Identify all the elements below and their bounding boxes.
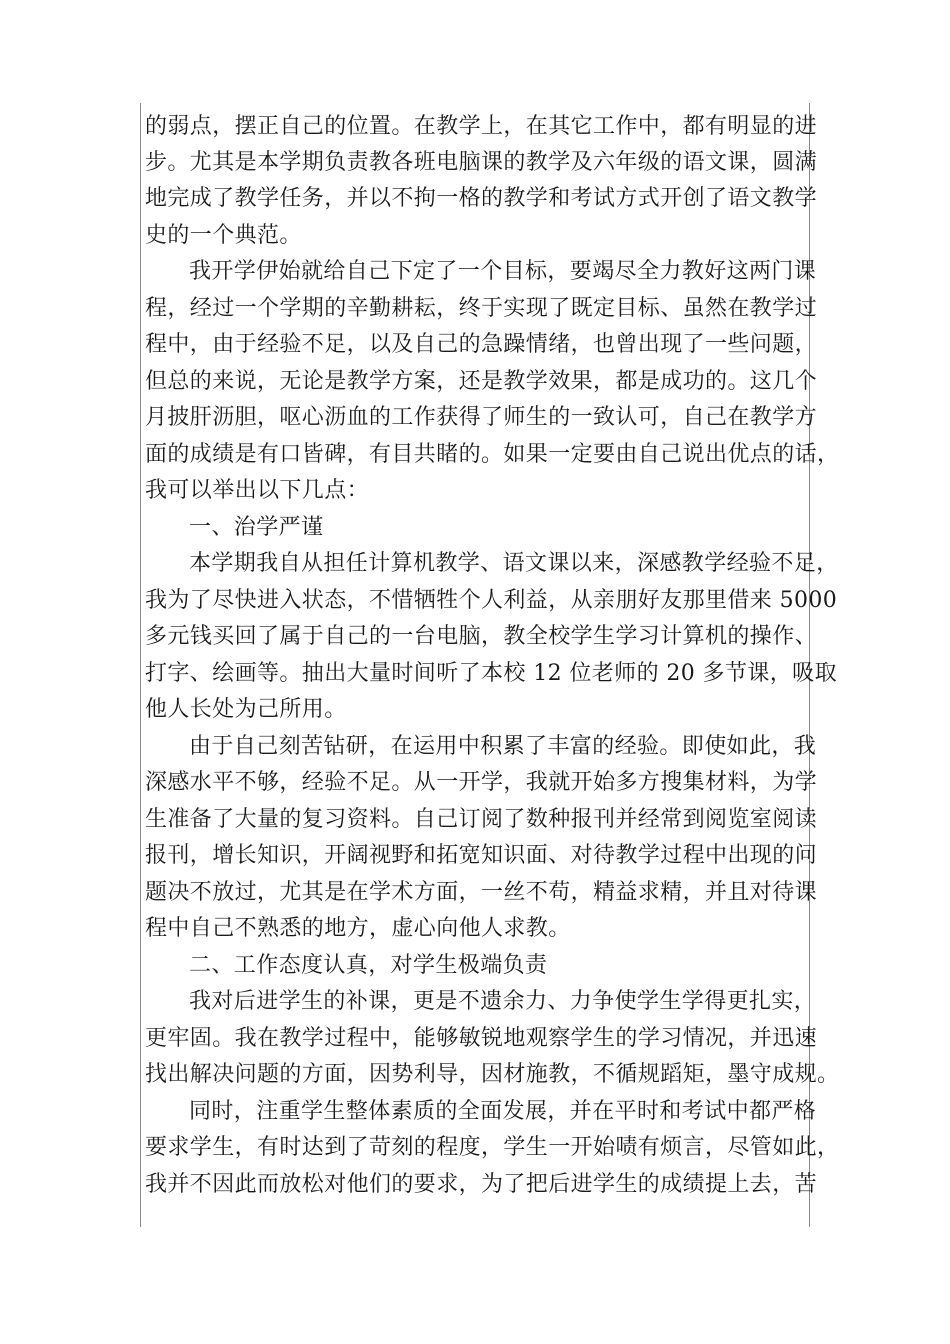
paragraph-start: 由于自己刻苦钻研，在运用中积累了丰富的经验。即使如此，我: [189, 734, 817, 759]
text-line: 但总的来说，无论是教学方案，还是教学效果，都是成功的。这几个: [145, 369, 818, 394]
section-heading: 二、工作态度认真，对学生极端负责: [189, 953, 548, 978]
text-line: 他人长处为己所用。: [145, 697, 347, 722]
paragraph-start: 我对后进学生的补课，更是不遗余力、力争使学生学得更扎实，: [189, 989, 817, 1014]
text-line: 多元钱买回了属于自己的一台电脑，教全校学生学习计算机的操作、: [145, 624, 818, 649]
text-line: 步。尤其是本学期负责教各班电脑课的教学及六年级的语文课，圆满: [145, 150, 818, 175]
text-line: 地完成了教学任务，并以不拘一格的教学和考试方式开创了语文教学: [145, 186, 818, 211]
text-line: 更牢固。我在教学过程中，能够敏锐地观察学生的学习情况，并迅速: [145, 1026, 818, 1051]
paragraph-start: 本学期我自从担任计算机教学、语文课以来，深感教学经验不足，: [189, 551, 839, 576]
text-line: 找出解决问题的方面，因势利导，因材施教，不循规蹈矩，墨守成规。: [145, 1062, 840, 1087]
section-heading: 一、治学严谨: [189, 515, 324, 540]
text-line: 我为了尽快进入状态，不惜牺牲个人利益，从亲朋好友那里借来 5000: [145, 588, 838, 613]
text-line: 深感水平不够，经验不足。从一开学，我就开始多方搜集材料，为学: [145, 770, 818, 795]
text-line: 我可以举出以下几点：: [145, 478, 370, 503]
text-line: 面的成绩是有口皆碑，有目共睹的。如果一定要由自己说出优点的话，: [145, 442, 840, 467]
text-line: 打字、绘画等。抽出大量时间听了本校 12 位老师的 20 多节课，吸取: [145, 661, 837, 686]
text-line: 程中，由于经验不足，以及自己的急躁情绪，也曾出现了一些问题，: [145, 332, 818, 357]
text-line: 我并不因此而放松对他们的要求，为了把后进学生的成绩提上去，苦: [145, 1172, 818, 1197]
paragraph-start: 同时，注重学生整体素质的全面发展，并在平时和考试中都严格: [189, 1099, 817, 1124]
text-line: 要求学生，有时达到了苛刻的程度，学生一开始啧有烦言，尽管如此，: [145, 1135, 840, 1160]
text-line: 程，经过一个学期的辛勤耕耘，终于实现了既定目标、虽然在教学过: [145, 296, 818, 321]
text-line: 生准备了大量的复习资料。自己订阅了数种报刊并经常到阅览室阅读: [145, 807, 818, 832]
text-line: 史的一个典范。: [145, 223, 302, 248]
text-line: 的弱点，摆正自己的位置。在教学上，在其它工作中，都有明显的进: [145, 114, 818, 139]
text-line: 程中自己不熟悉的地方，虚心向他人求教。: [145, 916, 571, 941]
text-line: 月披肝沥胆，呕心沥血的工作获得了师生的一致认可，自己在教学方: [145, 405, 818, 430]
paragraph-start: 我开学伊始就给自己下定了一个目标，要竭尽全力教好这两门课: [189, 259, 817, 284]
table-border-left: [140, 103, 141, 1227]
text-line: 报刊，增长知识，开阔视野和拓宽知识面、对待教学过程中出现的问: [145, 843, 818, 868]
text-line: 题决不放过，尤其是在学术方面，一丝不苟，精益求精，并且对待课: [145, 880, 818, 905]
